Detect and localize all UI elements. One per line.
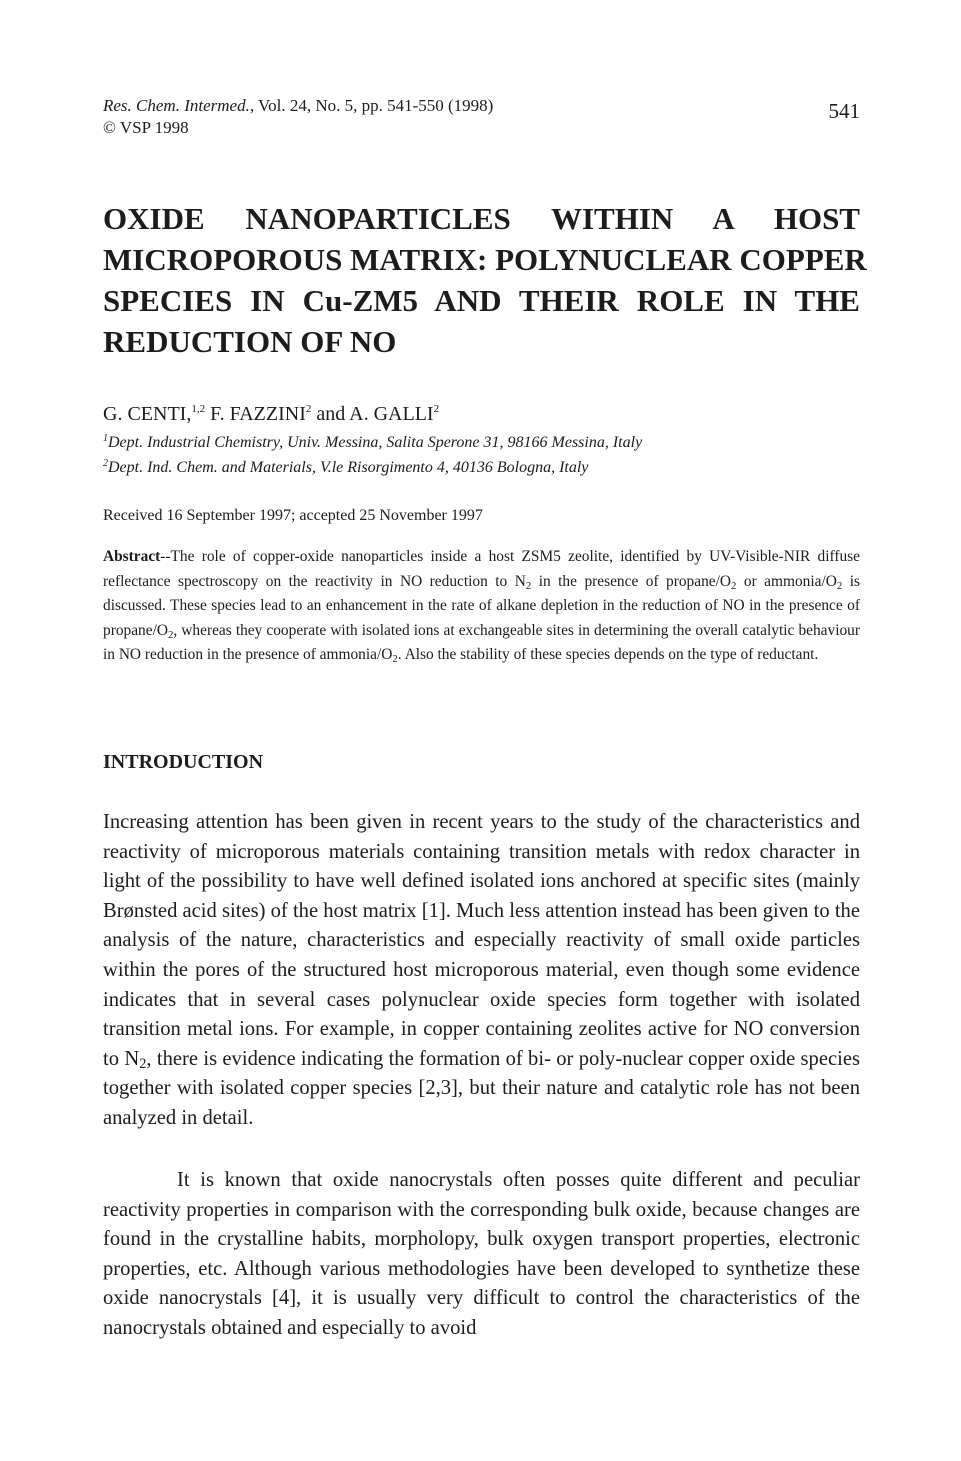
abstract-text-6: . Also the stability of these species depends on the type of reductant. [397,646,819,664]
subscript: 2 [139,1055,147,1072]
journal-citation [103,95,860,117]
subscript: 2 [731,579,737,592]
subscript: 2 [525,579,532,592]
affiliation-1-mark: 1 [103,433,108,444]
subscript: 2 [167,628,174,641]
abstract-text-5: , whereas they cooperate with isolated ions at exchangeable sites in determining the overall catalytic behaviour in NO reduction in the presence of ammonia/O [103,621,860,664]
received-dates: Received 16 September 1997; accepted 25 November 1997 [103,507,483,524]
affiliation-2-mark: 2 [103,458,108,469]
article-title [103,198,867,362]
title-line-2: MICROPOROUS MATRIX: POLYNUCLEAR COPPER [103,242,867,277]
body-paragraph-1 [103,808,860,1134]
affiliation-2 [103,458,588,478]
paragraph-1-text-b: , there is evidence indicating the formation of bi- or poly-nuclear copper oxide species together with isolated copper species [2,3], but their nature and catalytic role has not been analyzed in detail. [103,1047,860,1129]
title-line-4: REDUCTION OF NO [103,324,397,359]
journal-name: Res. Chem. Intermed. [103,96,250,115]
title-line-3: SPECIES IN Cu-ZM5 AND THEIR ROLE IN THE [103,283,860,318]
section-heading-introduction: INTRODUCTION [103,751,264,773]
body-paragraph-2: It is known that oxide nanocrystals often posses quite different and peculiar reactivity properties in comparison with the corresponding bulk oxide, because changes are found in the crystalline habits, morpholopy, bulk oxygen transport properties, electronic properties, etc. Although various methodologies have been developed to synthetize these oxide nanocrystals [4], it is usually very difficult to control the characteristics of the nanocrystals obtained and especially to avoid [103,1169,860,1339]
affiliation-1 [103,433,642,453]
author-3: and A. GALLI [311,403,434,425]
abstract [103,545,860,668]
abstract-text-2: in the presence of propane/O [531,572,732,590]
author-2: F. FAZZINI [205,403,306,425]
abstract-text-4: is discussed. These species lead to an enhancement in the rate of alkane depletion in the reduction of NO in the presence of propane/O [103,572,860,639]
abstract-text-3: or ammonia/O [736,572,837,590]
author-list [103,402,439,426]
abstract-label: Abstract [103,548,161,565]
author-3-affil-mark: 2 [433,403,440,415]
citation-details: , Vol. 24, No. 5, pp. 541-550 (1998) [249,96,494,115]
page-number: 541 [828,99,860,123]
title-line-1: OXIDE NANOPARTICLES WITHIN A HOST [103,201,860,236]
subscript: 2 [392,653,398,666]
author-1-affil-mark: 1,2 [191,403,206,415]
copyright-line: © VSP 1998 [103,118,189,137]
author-1: G. CENTI, [103,403,192,425]
running-header [103,95,860,139]
subscript: 2 [836,579,843,592]
abstract-text-1: --The role of copper-oxide nanoparticles inside a host ZSM5 zeolite, identified by UV-Visible-NIR diffuse reflectance spectroscopy on the reactivity in NO reduction to N [103,548,860,590]
paragraph-1-text-a: Increasing attention has been given in recent years to the study of the characteristics and reactivity of microporous materials containing transition metals with redox character in light of the possibility to have well defined isolated ions anchored at specific sites (mainly Brønsted acid sites) of the host matrix [1]. Much less attention instead has been given to the analysis of the nature, characteristics and especially reactivity of small oxide particles within the pores of the structured host microporous material, even though some evidence indicates that in several cases polynuclear oxide species form together with isolated transition metal ions. For example, in copper containing zeolites active for NO conversion to N [103,811,860,1070]
affiliation-1-text: Dept. Industrial Chemistry, Univ. Messina, Salita Sperone 31, 98166 Messina, Italy [108,434,643,451]
affiliation-2-text: Dept. Ind. Chem. and Materials, V.le Risorgimento 4, 40136 Bologna, Italy [108,459,589,476]
author-2-affil-mark: 2 [305,403,312,415]
